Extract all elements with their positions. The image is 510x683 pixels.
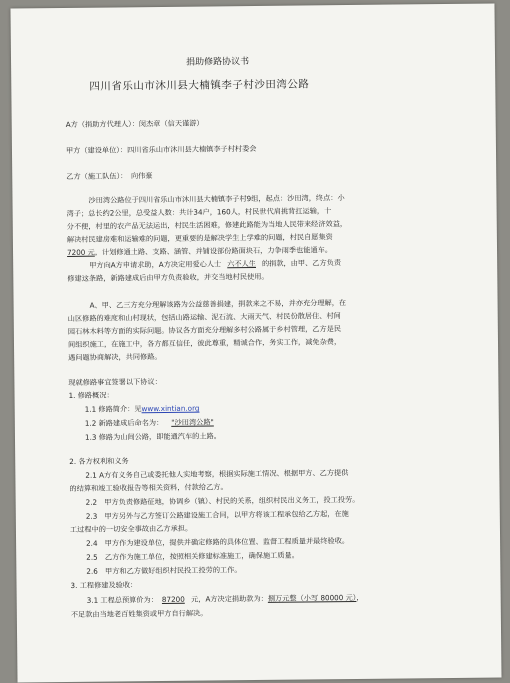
para1-line: 湾子；总长约2公里，总受益人数：共计34户，160人，村民世代肩挑背扛运输，十 [66, 206, 332, 218]
para2-line: 山区修路的难度和山村现状，包括山路运输、泥石流、大雨天气、村民份散居住、村间 [67, 311, 341, 323]
funds-amount: 7200 元 [66, 247, 95, 257]
party-yi: 乙方（施工队伍）： 向伟豪 [66, 171, 153, 181]
section1-item3: 1.3 修路为山间公路，即能通汽车的土路。 [84, 431, 221, 442]
section1-heading: 1. 修路概况： [68, 390, 114, 400]
document-title: 捐助修路协议书 [186, 57, 250, 68]
section2-line: 的结算和竣工验收报告等相关资料，付款给乙方。 [69, 482, 228, 493]
road-name: "沙田湾公路" [171, 417, 214, 427]
party-a: A方（捐助方代理人）：闵杰章（信天谨游） [65, 118, 204, 129]
budget-amount: 87200 [161, 594, 185, 604]
section3-line1: 3.1 工程总预算价为： 87200 元，A方决定捐助款为：捌万元整（小写 80000 元）， [86, 592, 364, 605]
section2-line: 2.1 A方有义务自己或委托他人实地考察，根据实际施工情况、根据甲方、乙方提供 [85, 468, 349, 480]
para1-line: 沙田湾公路位于四川省乐山市沐川县大楠镇李子村9组，起点：沙田湾，终点：小 [88, 193, 345, 205]
section2-line: 工过程中的一切安全事故由乙方承担。 [69, 523, 193, 534]
agreement-document [10, 3, 501, 682]
website-link[interactable]: www.xintian.org [141, 403, 200, 414]
section3-line2: 不足款由当地老百姓集资或甲方自行解决。 [70, 608, 208, 619]
agreement-intro: 现就修路事宜签署以下协议： [68, 376, 162, 387]
section2-line: 2.3 甲方另外与乙方签订公路建设施工合同，以甲方将该工程承包给乙方起，在施 [85, 509, 349, 521]
donation-amount: 捌万元整（小写 80000 元） [267, 592, 357, 603]
para1-line: 7200 元，计划修通土路、支路、涵管、并铺设部份路面块石，力争雨季也能通车。 [66, 245, 333, 257]
section2-line: 2.6 甲方和乙方做好组织村民投工投劳的工作。 [86, 565, 242, 576]
para1-line: 分不便，村里的农产品无法运出，村民生活困难，修建此路能为当地人民带来经济效益， [66, 219, 348, 231]
section2-line: 2.2 甲方负责修路征地，协调乡（镇）、村民的关系，组织村民出义务工，投工投劳。 [85, 494, 360, 507]
para2-line: A、甲、乙三方充分理解该路为公益慈善捐建，捐款来之不易，并亦充分理解，在 [89, 298, 347, 310]
para2-line: 间组织施工，在施工中，各方都互信任，彼此尊重，精诚合作，务实工作，减免杂费， [67, 337, 342, 349]
donor-name: 六不人生 [227, 258, 257, 269]
party-jia: 甲方（建设单位）：四川省乐山市沐川县大楠镇李子村村委会 [65, 143, 257, 155]
section1-item2: 1.2 新路建成后命名为： "沙田湾公路" [85, 417, 222, 427]
para1-line: 甲方向A方申请求助，A方决定用爱心人士 六不人生 的捐款，由甲、乙方负责 [89, 258, 342, 270]
para2-line: 遇问题协商解决，共同修路。 [68, 351, 162, 362]
para1-line: 修建这条路，新路建成后由甲方负责验收，并交当地村民使用。 [67, 271, 269, 283]
para1-line: 解决村民建房难和运输难的问题，更重要的是解决学生上学难的问题，村民自愿集资 [66, 232, 333, 244]
para2-line: 园石林木料等方面的实际问题。协议各方面充分理解多村公路属于乡村管理，乙方是民 [67, 324, 342, 336]
section2-line: 2.4 甲方作为建设单位，提供并确定修路的具体位置、监督工程质量并最终验收。 [86, 536, 350, 548]
section3-heading: 3. 工程修建及验收： [70, 580, 138, 590]
document-subtitle: 四川省乐山市沐川县大楠镇李子村沙田湾公路 [89, 78, 310, 93]
section2-heading: 2. 各方权利和义务 [69, 456, 129, 466]
section2-line: 2.5 乙方作为施工单位，按照相关修建标准施工，确保施工质量。 [86, 550, 299, 562]
section1-item1: 1.1 修路简介：见www.xintian.org [84, 403, 200, 414]
